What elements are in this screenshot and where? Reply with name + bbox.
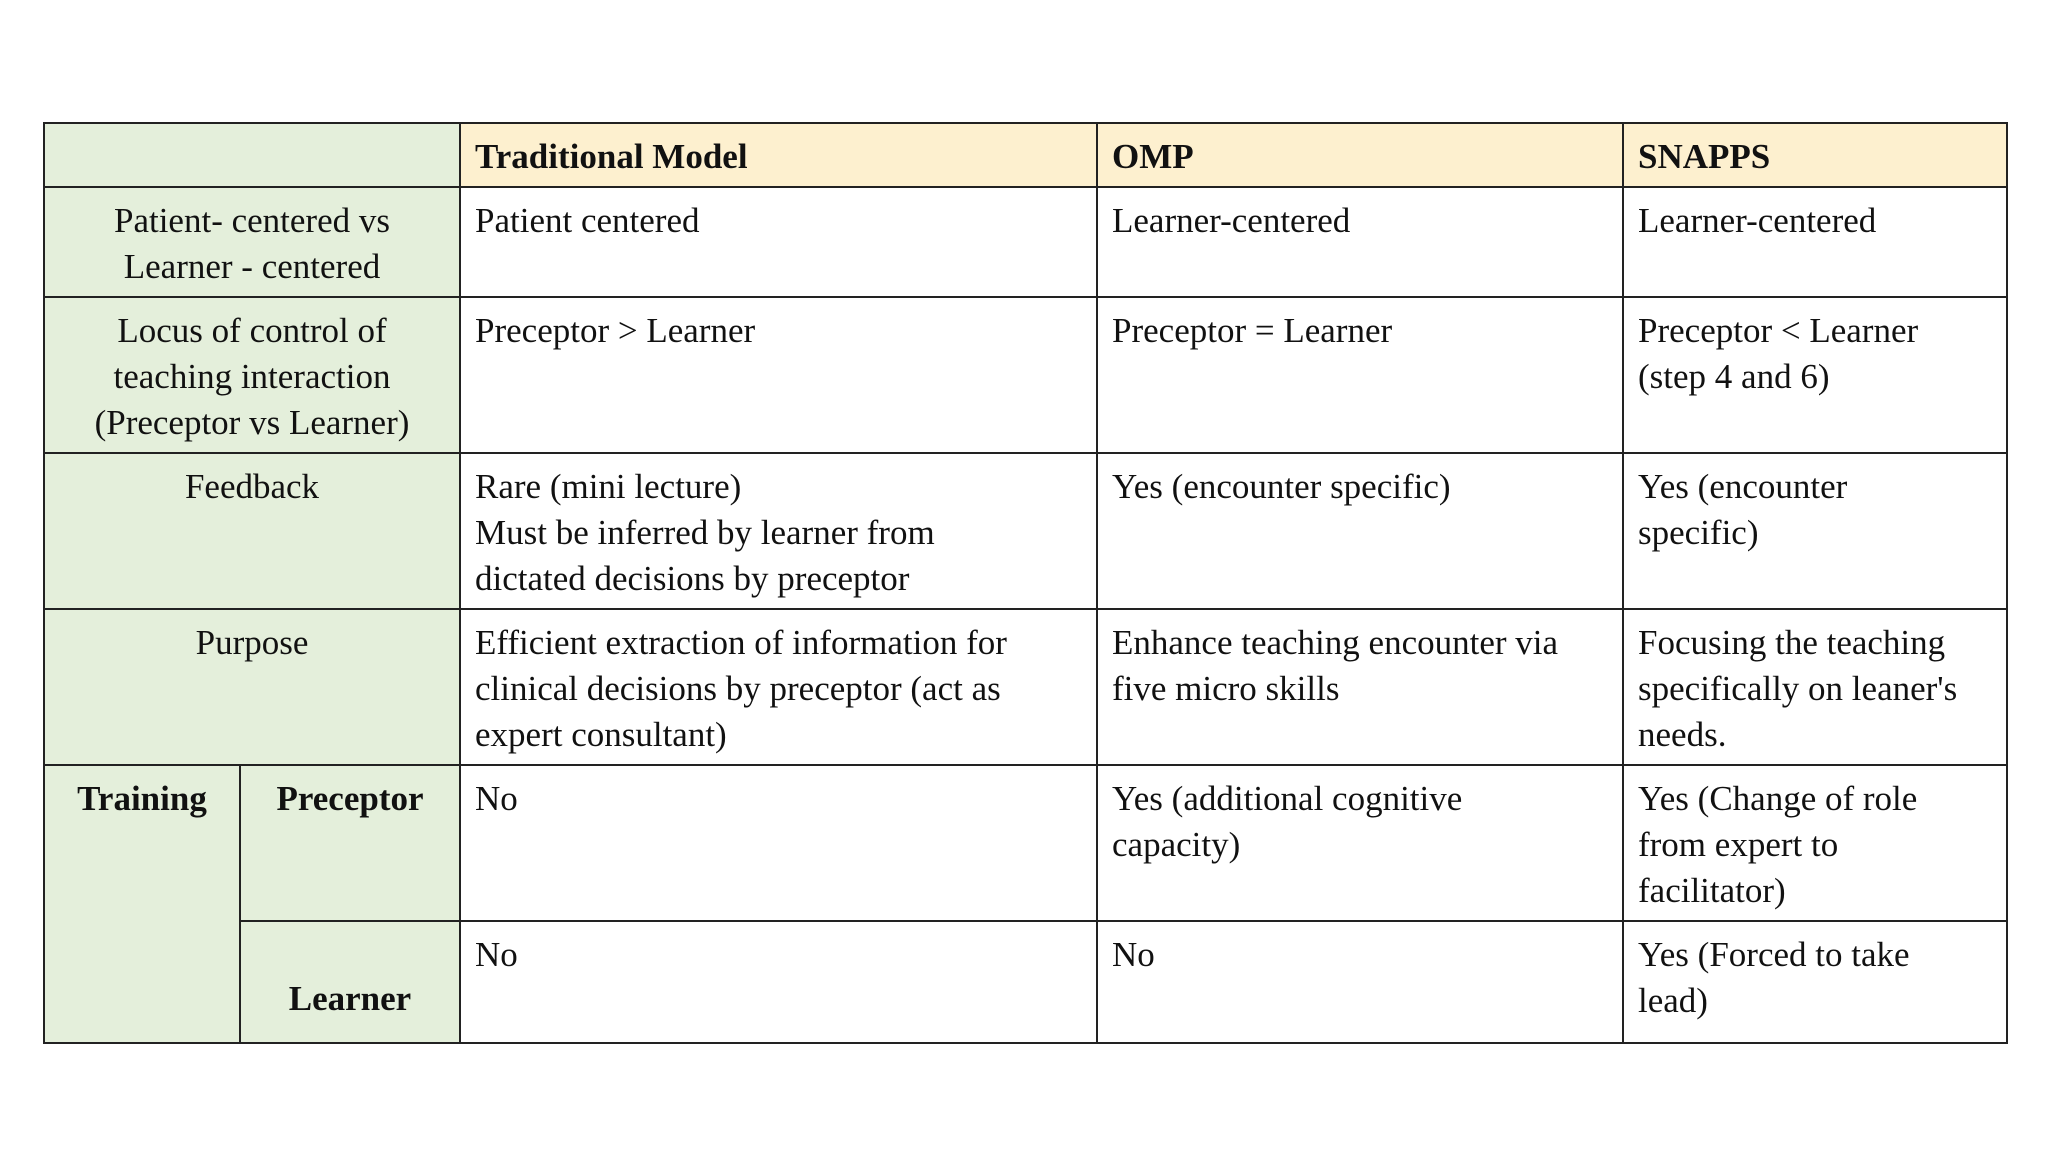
row-label-training: Training <box>44 765 240 1043</box>
row-label-learner: Learner <box>240 921 460 1043</box>
comparison-table <box>43 122 2008 1044</box>
cell-text: Yes (encounter specific) <box>1112 467 1451 506</box>
cell-text: Preceptor = Learner <box>1112 311 1393 350</box>
row-label-locus-of-control <box>44 297 460 453</box>
cell-text: facilitator) <box>1638 871 1786 910</box>
cell-traditional <box>460 453 1097 609</box>
cell-text: Efficient extraction of information for <box>475 623 1007 662</box>
cell-traditional <box>460 609 1097 765</box>
cell-snapps <box>1623 921 2007 1043</box>
cell-text: specifically on leaner's <box>1638 669 1958 708</box>
table-row <box>44 609 2007 765</box>
cell-omp <box>1097 453 1623 609</box>
cell-omp <box>1097 609 1623 765</box>
cell-text: Must be inferred by learner from <box>475 513 935 552</box>
row-label-line: Patient- centered vs <box>113 201 390 240</box>
row-label-line: Locus of control of <box>117 311 387 350</box>
cell-traditional <box>460 297 1097 453</box>
cell-text: Preceptor < Learner <box>1638 311 1919 350</box>
cell-snapps <box>1623 187 2007 297</box>
row-label-line: Learner - centered <box>123 247 381 286</box>
row-label-line: Feedback <box>184 467 320 506</box>
table-row <box>44 297 2007 453</box>
row-label-line: teaching interaction <box>113 357 391 396</box>
table-row <box>44 921 2007 1043</box>
corner-cell <box>44 123 460 187</box>
cell-text: clinical decisions by preceptor (act as <box>475 669 1001 708</box>
row-label-preceptor: Preceptor <box>240 765 460 921</box>
cell-text: capacity) <box>1112 825 1241 864</box>
cell-text: from expert to <box>1638 825 1839 864</box>
row-label-feedback <box>44 453 460 609</box>
cell-text: No <box>475 935 518 974</box>
row-label-line: Purpose <box>195 623 309 662</box>
row-label-centeredness <box>44 187 460 297</box>
cell-text: expert consultant) <box>475 715 727 754</box>
cell-snapps <box>1623 453 2007 609</box>
cell-text: No <box>1112 935 1155 974</box>
header-traditional-model: Traditional Model <box>460 123 1097 187</box>
cell-text: No <box>475 779 518 818</box>
cell-text: specific) <box>1638 513 1759 552</box>
cell-text: Learner-centered <box>1112 201 1351 240</box>
cell-omp <box>1097 297 1623 453</box>
row-label-purpose <box>44 609 460 765</box>
cell-traditional <box>460 187 1097 297</box>
cell-omp <box>1097 765 1623 921</box>
cell-snapps <box>1623 609 2007 765</box>
cell-text: (step 4 and 6) <box>1638 357 1830 396</box>
cell-text: Yes (Change of role <box>1638 779 1918 818</box>
cell-text: Patient centered <box>475 201 700 240</box>
cell-text: needs. <box>1638 715 1727 754</box>
row-label-line: (Preceptor vs Learner) <box>94 403 410 442</box>
cell-text: Preceptor > Learner <box>475 311 756 350</box>
table-row <box>44 187 2007 297</box>
header-snapps: SNAPPS <box>1623 123 2007 187</box>
cell-snapps <box>1623 765 2007 921</box>
cell-text: Focusing the teaching <box>1638 623 1946 662</box>
cell-text: five micro skills <box>1112 669 1340 708</box>
cell-snapps <box>1623 297 2007 453</box>
cell-text: Enhance teaching encounter via <box>1112 623 1559 662</box>
cell-traditional <box>460 765 1097 921</box>
cell-omp <box>1097 187 1623 297</box>
cell-text: Rare (mini lecture) <box>475 467 742 506</box>
cell-text: Learner-centered <box>1638 201 1877 240</box>
cell-omp <box>1097 921 1623 1043</box>
cell-text: Yes (additional cognitive <box>1112 779 1463 818</box>
cell-text: lead) <box>1638 981 1708 1020</box>
header-row <box>44 123 2007 187</box>
cell-text: dictated decisions by preceptor <box>475 559 910 598</box>
header-omp: OMP <box>1097 123 1623 187</box>
cell-traditional <box>460 921 1097 1043</box>
cell-text: Yes (Forced to take <box>1638 935 1910 974</box>
cell-text: Yes (encounter <box>1638 467 1848 506</box>
table-row <box>44 453 2007 609</box>
table-row <box>44 765 2007 921</box>
